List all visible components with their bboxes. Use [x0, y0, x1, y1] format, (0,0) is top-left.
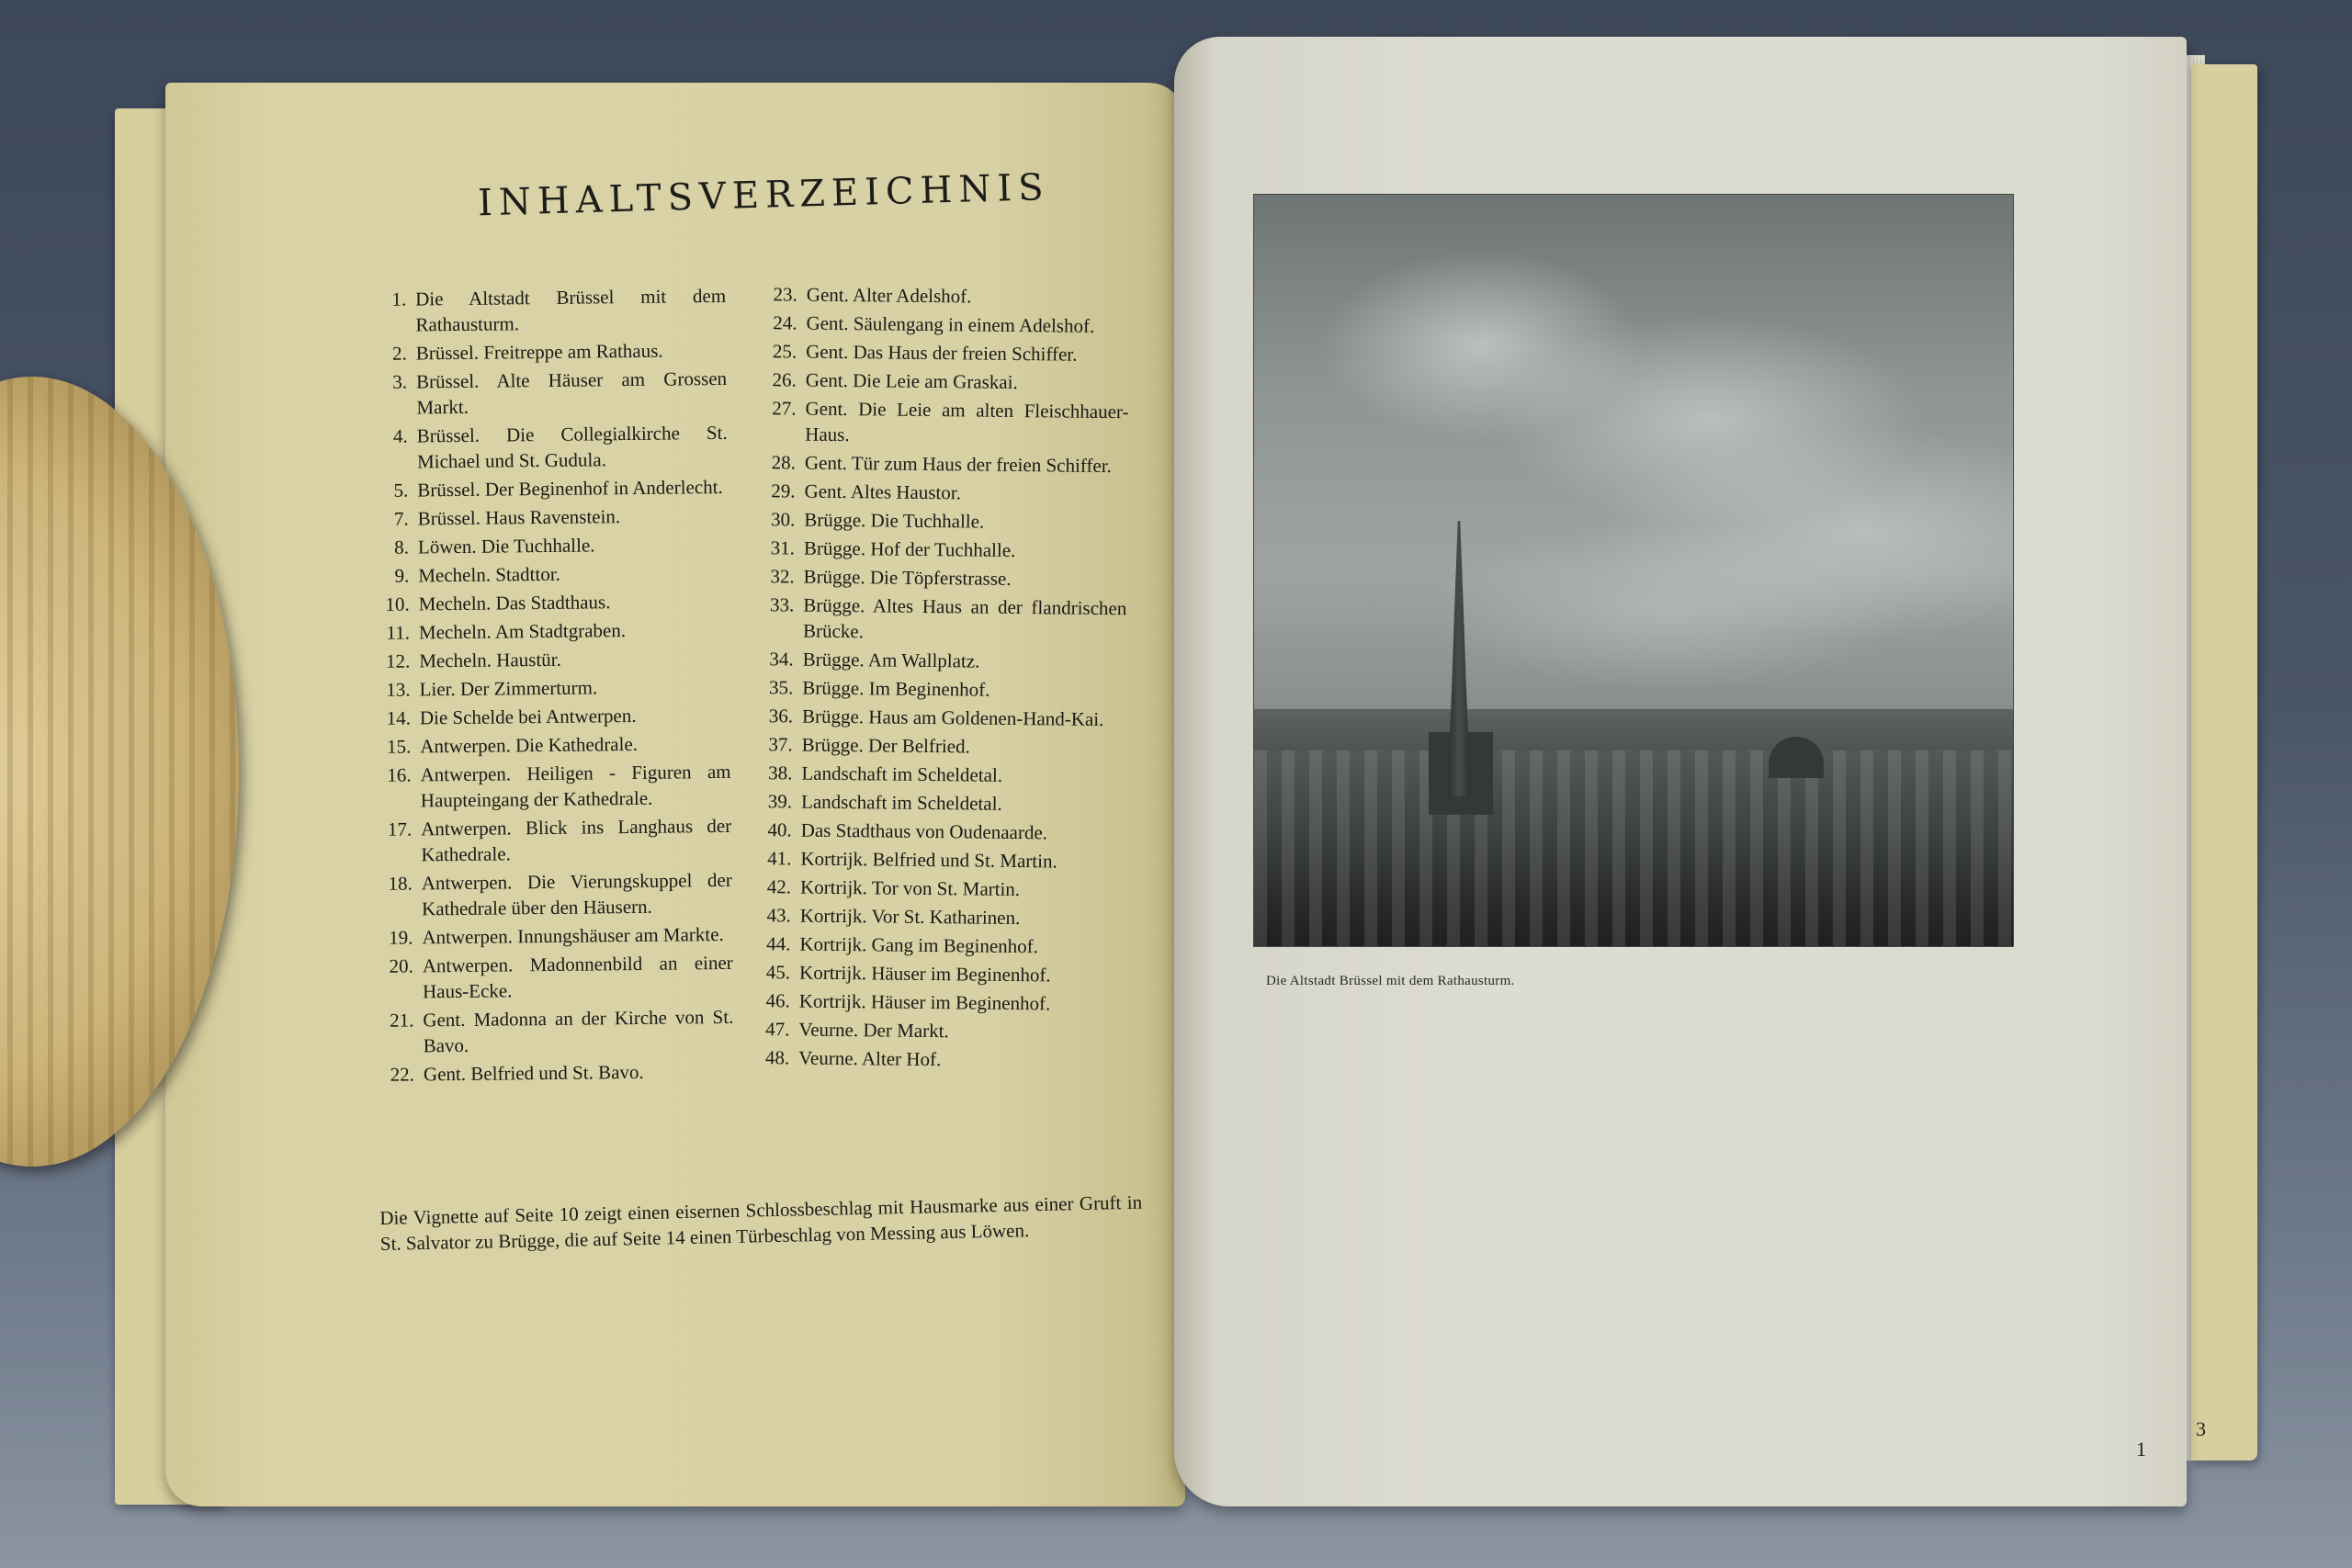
toc-entry-number: 7. — [393, 507, 409, 530]
toc-entry-title: Kortrijk. Tor von St. Martin. — [799, 875, 1021, 901]
toc-entry — [371, 616, 729, 646]
toc-entry — [372, 730, 730, 760]
toc-entry — [375, 1004, 734, 1059]
toc-entry-number: 22. — [390, 1063, 415, 1086]
toc-entry-title: Kortrijk. Häuser im Beginenhof. — [798, 989, 1051, 1015]
book-back-cover-right-edge — [2191, 64, 2257, 1461]
toc-entry — [372, 702, 730, 731]
toc-entry-title: Brügge. Die Töpferstrasse. — [803, 565, 1012, 590]
toc-entry-number: 11. — [386, 621, 411, 644]
page-number: 1 — [2136, 1438, 2146, 1461]
toc-entry — [376, 1058, 734, 1088]
toc-entry-number: 18. — [388, 872, 413, 895]
toc-entry — [375, 950, 734, 1005]
toc-entry — [752, 310, 1129, 339]
toc-entry — [750, 563, 1126, 592]
toc-entry-title: Brügge. Der Belfried. — [801, 733, 970, 758]
toc-entry-title: Gent. Die Leie am Graskai. — [805, 368, 1018, 394]
toc-entry — [746, 987, 1123, 1017]
toc-entry — [747, 845, 1124, 874]
toc-entry-number: 35. — [768, 676, 794, 699]
toc-entry — [749, 674, 1125, 704]
toc-entry — [370, 559, 729, 589]
toc-entry-title: Mecheln. Stadttor. — [418, 562, 560, 587]
toc-entry-number: 21. — [389, 1009, 414, 1032]
toc-entry — [369, 420, 729, 475]
toc-entry — [370, 502, 729, 532]
toc-entry-title: Gent. Belfried und St. Bavo. — [423, 1060, 644, 1086]
toc-entry-number: 5. — [393, 479, 409, 502]
toc-entry-title: Antwerpen. Die Vierungskuppel der Kathedrale über den Häusern. — [421, 868, 732, 920]
toc-entry-number: 34. — [769, 648, 794, 671]
toc-entry-number: 46. — [765, 989, 790, 1012]
toc-entry-number: 10. — [385, 592, 410, 615]
toc-entry — [751, 535, 1127, 564]
toc-entry-title: Mecheln. Am Stadtgraben. — [418, 619, 627, 644]
toc-entry — [374, 921, 732, 951]
toc-entry-title: Gent. Madonna an der Kirche von St. Bavo. — [423, 1005, 734, 1057]
toc-entry-number: 42. — [766, 875, 792, 898]
toc-entry — [371, 645, 729, 674]
toc-entry-title: Kortrijk. Belfried und St. Martin. — [800, 847, 1057, 873]
photo-city-roofs — [1254, 750, 2013, 946]
toc-entry-number: 36. — [768, 705, 794, 728]
toc-entry — [371, 673, 729, 703]
toc-entry-number: 39. — [767, 790, 793, 813]
toc-entry-title: Gent. Säulengang in einem Adelshof. — [806, 311, 1095, 337]
toc-entry-title: Gent. Tür zum Haus der freien Schiffer. — [804, 451, 1112, 478]
toc-entry — [368, 366, 728, 421]
toc-entry-title: Brüssel. Freitreppe am Rathaus. — [415, 339, 663, 365]
toc-entry — [749, 731, 1125, 761]
toc-entry-number: 8. — [394, 536, 410, 558]
toc-entry-number: 44. — [766, 932, 791, 955]
toc-entry — [746, 931, 1123, 960]
toc-entry-number: 16. — [387, 763, 412, 786]
toc-entry — [748, 760, 1125, 789]
toc-entry — [752, 338, 1129, 367]
toc-column-right — [745, 281, 1130, 1077]
toc-entry — [753, 281, 1130, 310]
toc-entry-number: 47. — [765, 1018, 790, 1041]
toc-entry — [748, 817, 1125, 846]
toc-entry-title: Landschaft im Scheldetal. — [801, 761, 1003, 786]
toc-entry-number: 40. — [767, 818, 792, 841]
toc-entry — [750, 646, 1126, 675]
toc-entry — [749, 703, 1125, 732]
toc-entry-title: Brüssel. Alte Häuser am Grossen Markt. — [415, 367, 728, 419]
toc-entry-title: Mecheln. Haustür. — [419, 648, 561, 672]
toc-entry-number: 14. — [386, 706, 412, 729]
toc-entry — [368, 337, 727, 367]
toc-entry-title: Löwen. Die Tuchhalle. — [417, 534, 595, 558]
toc-entry-number: 37. — [768, 733, 793, 756]
toc-entry-title: Brüssel. Haus Ravenstein. — [417, 505, 621, 530]
toc-entry — [369, 474, 728, 503]
toc-entry-title: Gent. Alter Adelshof. — [806, 283, 972, 308]
toc-entry-number: 23. — [773, 283, 797, 306]
toc-entry-number: 12. — [385, 649, 411, 672]
toc-entry-number: 48. — [764, 1046, 790, 1069]
toc-entry-title: Antwerpen. Blick ins Langhaus der Kathedrale. — [421, 814, 732, 866]
toc-column-left — [368, 283, 734, 1090]
toc-entry-number: 13. — [386, 678, 411, 701]
toc-entry-number: 32. — [770, 565, 795, 588]
toc-entry — [372, 759, 731, 814]
toc-entry-title: Brügge. Am Wallplatz. — [802, 648, 980, 672]
toc-entry-number: 28. — [771, 451, 797, 474]
toc-entry-title: Antwerpen. Innungshäuser am Markte. — [422, 922, 724, 949]
toc-entry-title: Brügge. Die Tuchhalle. — [804, 508, 985, 533]
toc-entry-title: Veurne. Alter Hof. — [798, 1046, 942, 1071]
toc-entry-title: Die Altstadt Brüssel mit dem Rathausturm. — [415, 284, 727, 336]
toc-entry-title: Brügge. Hof der Tuchhalle. — [803, 536, 1016, 562]
toc-entry-title: Brügge. Im Beginenhof. — [802, 676, 990, 701]
toc-entry-title: Mecheln. Das Stadthaus. — [418, 591, 611, 615]
toc-entry — [751, 506, 1127, 536]
toc-entry — [747, 874, 1124, 903]
toc-entry-title: Gent. Das Haus der freien Schiffer. — [806, 340, 1078, 366]
toc-entry — [370, 531, 729, 560]
photo-caption: Die Altstadt Brüssel mit dem Rathausturm. — [1266, 974, 1515, 988]
next-page-number: 3 — [2196, 1417, 2206, 1440]
toc-entry — [752, 449, 1128, 479]
toc-entry — [746, 959, 1123, 988]
toc-entry-number: 9. — [394, 564, 410, 587]
toc-entry-number: 27. — [772, 397, 797, 420]
toc-entry-number: 1. — [391, 288, 407, 310]
toc-entry-number: 15. — [386, 735, 412, 758]
toc-entry-title: Brügge. Altes Haus an der flandrischen Brücke. — [802, 593, 1127, 643]
toc-entry — [370, 588, 729, 617]
toc-entry-number: 19. — [389, 926, 413, 949]
toc-entry-number: 45. — [765, 961, 791, 984]
toc-entry-number: 2. — [391, 342, 407, 365]
toc-entry — [752, 367, 1129, 396]
toc-entry-number: 24. — [773, 311, 797, 334]
toc-entry — [748, 788, 1125, 818]
toc-entry-title: Kortrijk. Häuser im Beginenhof. — [798, 961, 1051, 987]
toc-entry — [752, 395, 1129, 450]
toc-entry — [374, 867, 733, 922]
toc-entry — [745, 1044, 1122, 1074]
toc-entry-number: 43. — [766, 904, 791, 927]
toc-entry — [747, 902, 1124, 931]
toc-entry-number: 38. — [768, 761, 793, 784]
toc-entry-number: 31. — [770, 536, 796, 559]
toc-entry — [745, 1016, 1122, 1045]
toc-entry-number: 4. — [392, 424, 408, 447]
toc-entry-title: Gent. Die Leie am alten Fleischhauer-Haus. — [805, 397, 1129, 446]
toc-entry-title: Die Schelde bei Antwerpen. — [419, 704, 637, 729]
toc-entry-title: Landschaft im Scheldetal. — [800, 790, 1002, 815]
brussels-skyline-photo — [1254, 195, 2013, 946]
toc-entry-number: 41. — [767, 847, 792, 870]
toc-entry-title: Kortrijk. Vor St. Katharinen. — [799, 904, 1021, 930]
toc-entry — [751, 478, 1127, 507]
toc-entry-number: 30. — [770, 508, 796, 531]
toc-entry-title: Antwerpen. Die Kathedrale. — [420, 732, 639, 758]
toc-entry-title: Brüssel. Die Collegialkirche St. Michael und St. Gudula. — [416, 421, 728, 473]
toc-entry-title: Veurne. Der Markt. — [798, 1018, 949, 1043]
toc-entry-title: Antwerpen. Heiligen - Figuren am Haupteingang der Kathedrale. — [420, 760, 731, 812]
toc-entry-title: Gent. Altes Haustor. — [804, 479, 962, 504]
toc-entry — [373, 813, 732, 868]
toc-entry-title: Das Stadthaus von Oudenaarde. — [800, 818, 1048, 844]
toc-entry — [750, 592, 1127, 647]
toc-entry-title: Lier. Der Zimmerturm. — [419, 676, 598, 701]
toc-entry-number: 25. — [772, 340, 797, 363]
toc-entry-title: Brügge. Haus am Goldenen-Hand-Kai. — [801, 705, 1104, 731]
toc-entry-number: 3. — [392, 370, 408, 393]
vignette-footnote: Die Vignette auf Seite 10 zeigt einen eisernen Schlossbeschlag mit Hausmarke aus einer Gruft in St. Salvator zu Brügge, die auf Seite 14 einen Türbeschlag von Messing aus Löwen. — [379, 1190, 1143, 1255]
toc-entry-number: 26. — [772, 368, 797, 391]
toc-entry-title: Antwerpen. Madonnenbild an einer Haus-Ecke. — [422, 951, 733, 1003]
toc-entry-title: Kortrijk. Gang im Beginenhof. — [799, 932, 1039, 958]
toc-entry-title: Brüssel. Der Beginenhof in Anderlecht. — [417, 475, 723, 502]
page-title: INHALTSVERZEICHNIS — [477, 166, 1051, 225]
photo-town-hall-spire — [1447, 521, 1471, 796]
toc-entry-number: 20. — [389, 954, 413, 977]
toc-entry-number: 29. — [771, 479, 796, 502]
toc-entry-number: 33. — [769, 593, 795, 616]
toc-entry-number: 17. — [387, 818, 413, 840]
toc-entry — [368, 283, 727, 338]
